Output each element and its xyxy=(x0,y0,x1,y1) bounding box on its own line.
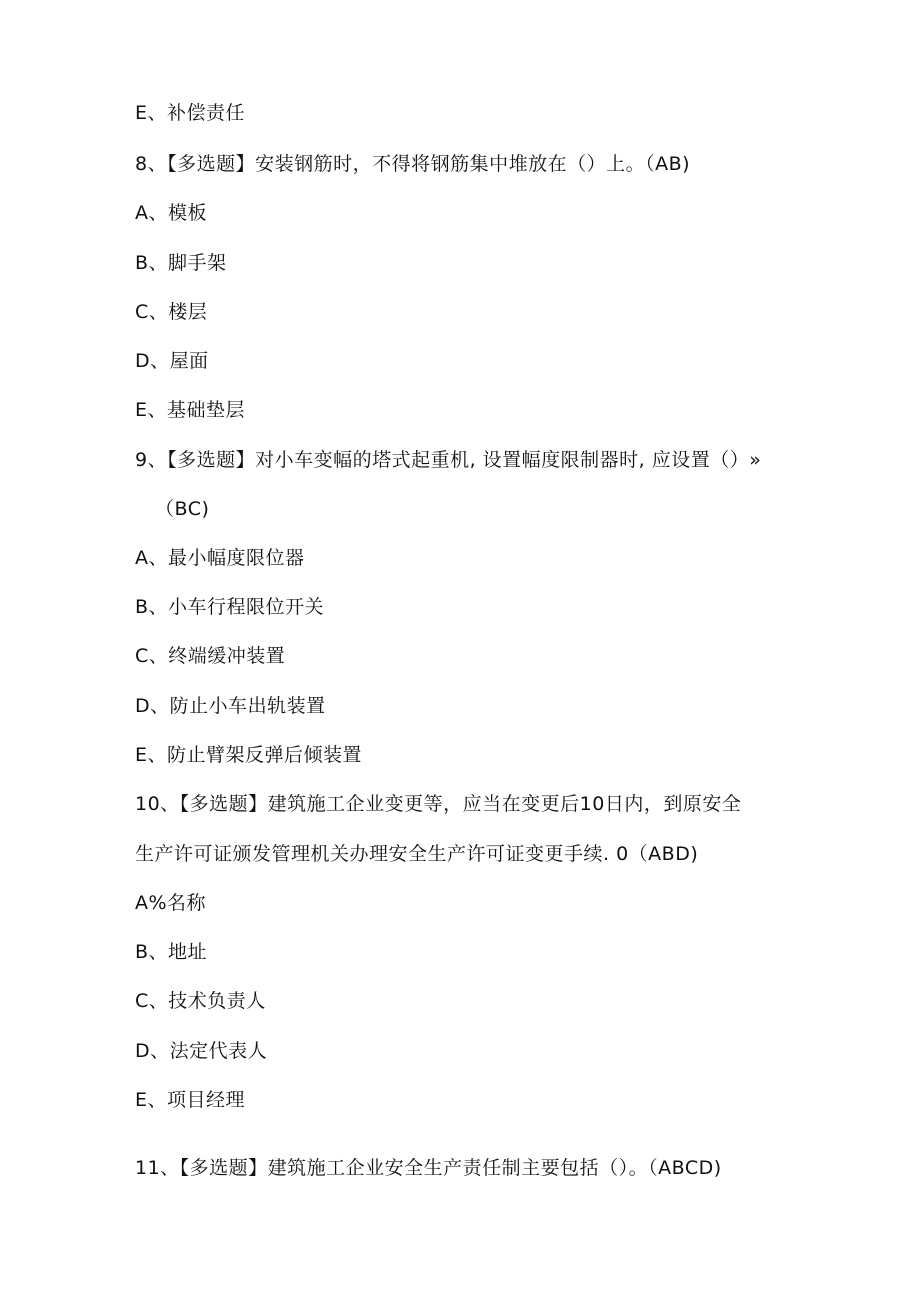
question-line: 11、【多选题】建筑施工企业安全生产责任制主要包括（）。（ABCD) xyxy=(135,1157,722,1179)
option-line: D、防止小车出轨装置 xyxy=(135,695,326,717)
question-line: 10、【多选题】建筑施工企业变更等，应当在变更后10日内，到原安全 xyxy=(135,793,742,815)
option-line: A、模板 xyxy=(135,202,207,224)
option-line: A%名称 xyxy=(135,892,207,914)
option-line: B、小车行程限位开关 xyxy=(135,596,325,618)
option-line: D、法定代表人 xyxy=(135,1040,268,1062)
option-line: B、脚手架 xyxy=(135,252,227,274)
option-line: E、防止臂架反弹后倾装置 xyxy=(135,744,363,766)
question-line: 9、【多选题】对小车变幅的塔式起重机, 设置幅度限制器时, 应设置（）» xyxy=(135,449,762,471)
option-line: D、屋面 xyxy=(135,350,209,372)
option-line: E、项目经理 xyxy=(135,1089,246,1111)
question-line: 生产许可证颁发管理机关办理安全生产许可证变更手续. 0（ABD) xyxy=(135,843,699,865)
option-line: C、楼层 xyxy=(135,301,208,323)
option-line: A、最小幅度限位器 xyxy=(135,547,305,569)
option-line: B、地址 xyxy=(135,941,208,963)
option-line: C、技术负责人 xyxy=(135,990,266,1012)
option-line: E、补偿责任 xyxy=(135,102,246,124)
question-line: 8、【多选题】安装钢筋时，不得将钢筋集中堆放在（）上。（AB) xyxy=(135,153,691,175)
answer-line: （BC) xyxy=(155,498,210,520)
option-line: E、基础垫层 xyxy=(135,399,246,421)
option-line: C、终端缓冲装置 xyxy=(135,645,286,667)
